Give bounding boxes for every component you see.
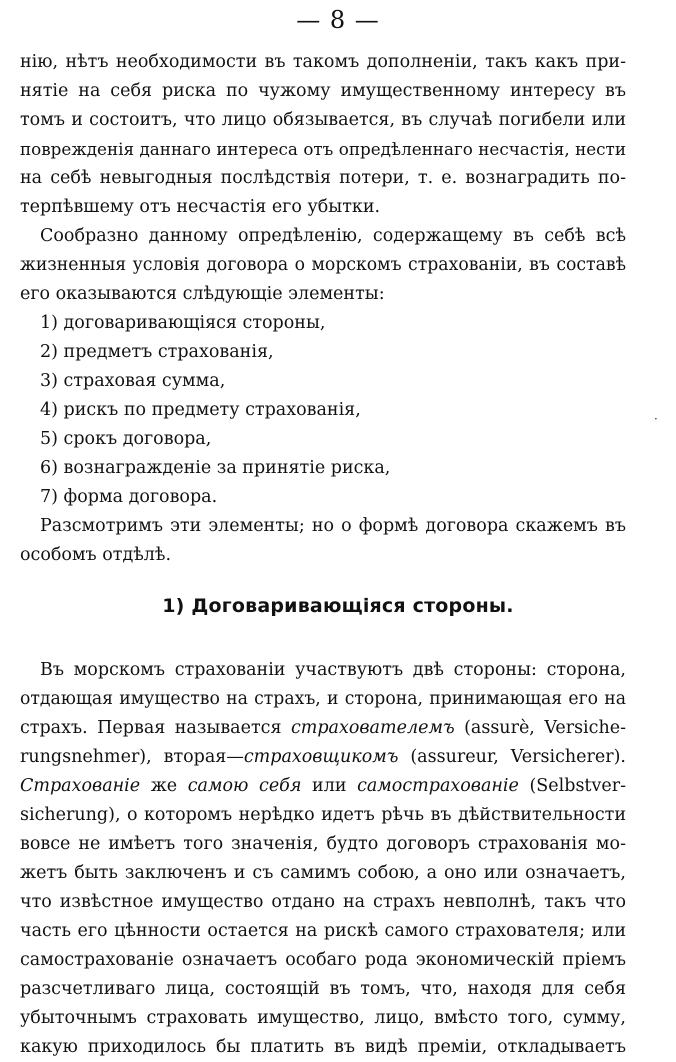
text-line: нятіе на себя риска по чужому имущественному интересу въ: [20, 81, 626, 101]
text-line: его оказываются слѣдующіе элементы:: [20, 284, 385, 304]
text-line: томъ и состоитъ, что лицо обязывается, въ случаѣ погибели или: [20, 110, 626, 130]
text-run: (assurè, Versiche-: [454, 718, 626, 738]
text-line: что извѣстное имущество отдано на страхъ невполнѣ, такъ что: [20, 892, 626, 912]
text-line: разсчетливаго лица, состоящій въ томъ, что, находя для себя: [20, 979, 626, 999]
elements-list: [20, 309, 626, 512]
text-line: часть его цѣнности остается на рискѣ самого страхователя; или: [20, 921, 626, 941]
paragraph-parties: [20, 656, 626, 1062]
text-line: на себѣ невыгодныя послѣдствія потери, т. е. вознаградить по-: [20, 168, 626, 188]
paragraph-definition: [20, 222, 626, 309]
text-line: самострахованіе означаетъ особаго рода экономическій пріемъ: [20, 950, 626, 970]
text-line: отдающая имущество на страхъ, и сторона, принимающая его на: [20, 689, 626, 709]
italic-term: самою себя: [187, 776, 302, 796]
text-line: убыточнымъ страховать имущество, лицо, вмѣсто того, сумму,: [20, 1008, 626, 1028]
text-line: Сообразно данному опредѣленію, содержащему въ себѣ всѣ: [40, 226, 626, 246]
text-line: жетъ быть заключенъ и съ самимъ собою, а оно или означаетъ,: [20, 863, 626, 883]
text-line: поврежденія даннаго интереса отъ опредѣленнаго несчастія, нести: [20, 139, 626, 159]
text-line: особомъ отдѣлѣ.: [20, 545, 172, 565]
text-line: вовсе не имѣетъ того значенія, будто договоръ страхованія мо-: [20, 834, 626, 854]
text-line: Въ морскомъ страхованіи участвуютъ двѣ стороны: сторона,: [40, 660, 626, 680]
italic-term: страховщикомъ: [243, 747, 399, 767]
text-line: жизненныя условія договора о морскомъ страхованіи, въ составѣ: [20, 255, 626, 275]
italic-term: самострахованіе: [357, 776, 519, 796]
text-line: [20, 772, 626, 801]
text-line: терпѣвшему отъ несчастія его убытки.: [20, 197, 381, 217]
list-item: 4) рискъ по предмету страхованія,: [40, 400, 361, 420]
list-item: 5) срокъ договора,: [40, 429, 212, 449]
text-line: какую приходилось бы платить въ видѣ преміи, откладываетъ: [20, 1037, 626, 1057]
italic-term: Страхованіе: [20, 776, 141, 796]
text-line: sicherung), о которомъ нерѣдко идетъ рѣчь въ дѣйствительности: [20, 805, 626, 825]
text-run: или: [301, 776, 358, 796]
text-run: (Selbstver-: [518, 776, 626, 796]
text-run: (assureur, Versicherer).: [398, 747, 626, 767]
list-item: 6) вознагражденіе за принятіе риска,: [40, 458, 391, 478]
text-line: [20, 743, 626, 772]
section-heading: 1) Договаривающіяся стороны.: [162, 595, 514, 617]
text-run: rungsnehmer), вторая—: [20, 747, 244, 767]
text-line: [20, 714, 626, 743]
list-item: 3) страховая сумма,: [40, 371, 226, 391]
text-run: страхъ. Первая называется: [20, 718, 291, 738]
list-item: 1) договаривающіяся стороны,: [40, 313, 326, 333]
text-line: Разсмотримъ эти элементы; но о формѣ договора скажемъ въ: [40, 516, 626, 536]
list-item: 7) форма договора.: [40, 487, 218, 507]
page-number: — 8 —: [296, 6, 380, 34]
margin-mark: ·: [654, 412, 658, 426]
text-line: нію, нѣтъ необходимости въ такомъ дополненіи, такъ какъ при-: [20, 52, 626, 72]
paragraph-continuation: [20, 48, 626, 222]
paragraph-review: [20, 512, 626, 570]
italic-term: страхователемъ: [290, 718, 455, 738]
list-item: 2) предметъ страхованія,: [40, 342, 274, 362]
text-run: же: [140, 776, 188, 796]
